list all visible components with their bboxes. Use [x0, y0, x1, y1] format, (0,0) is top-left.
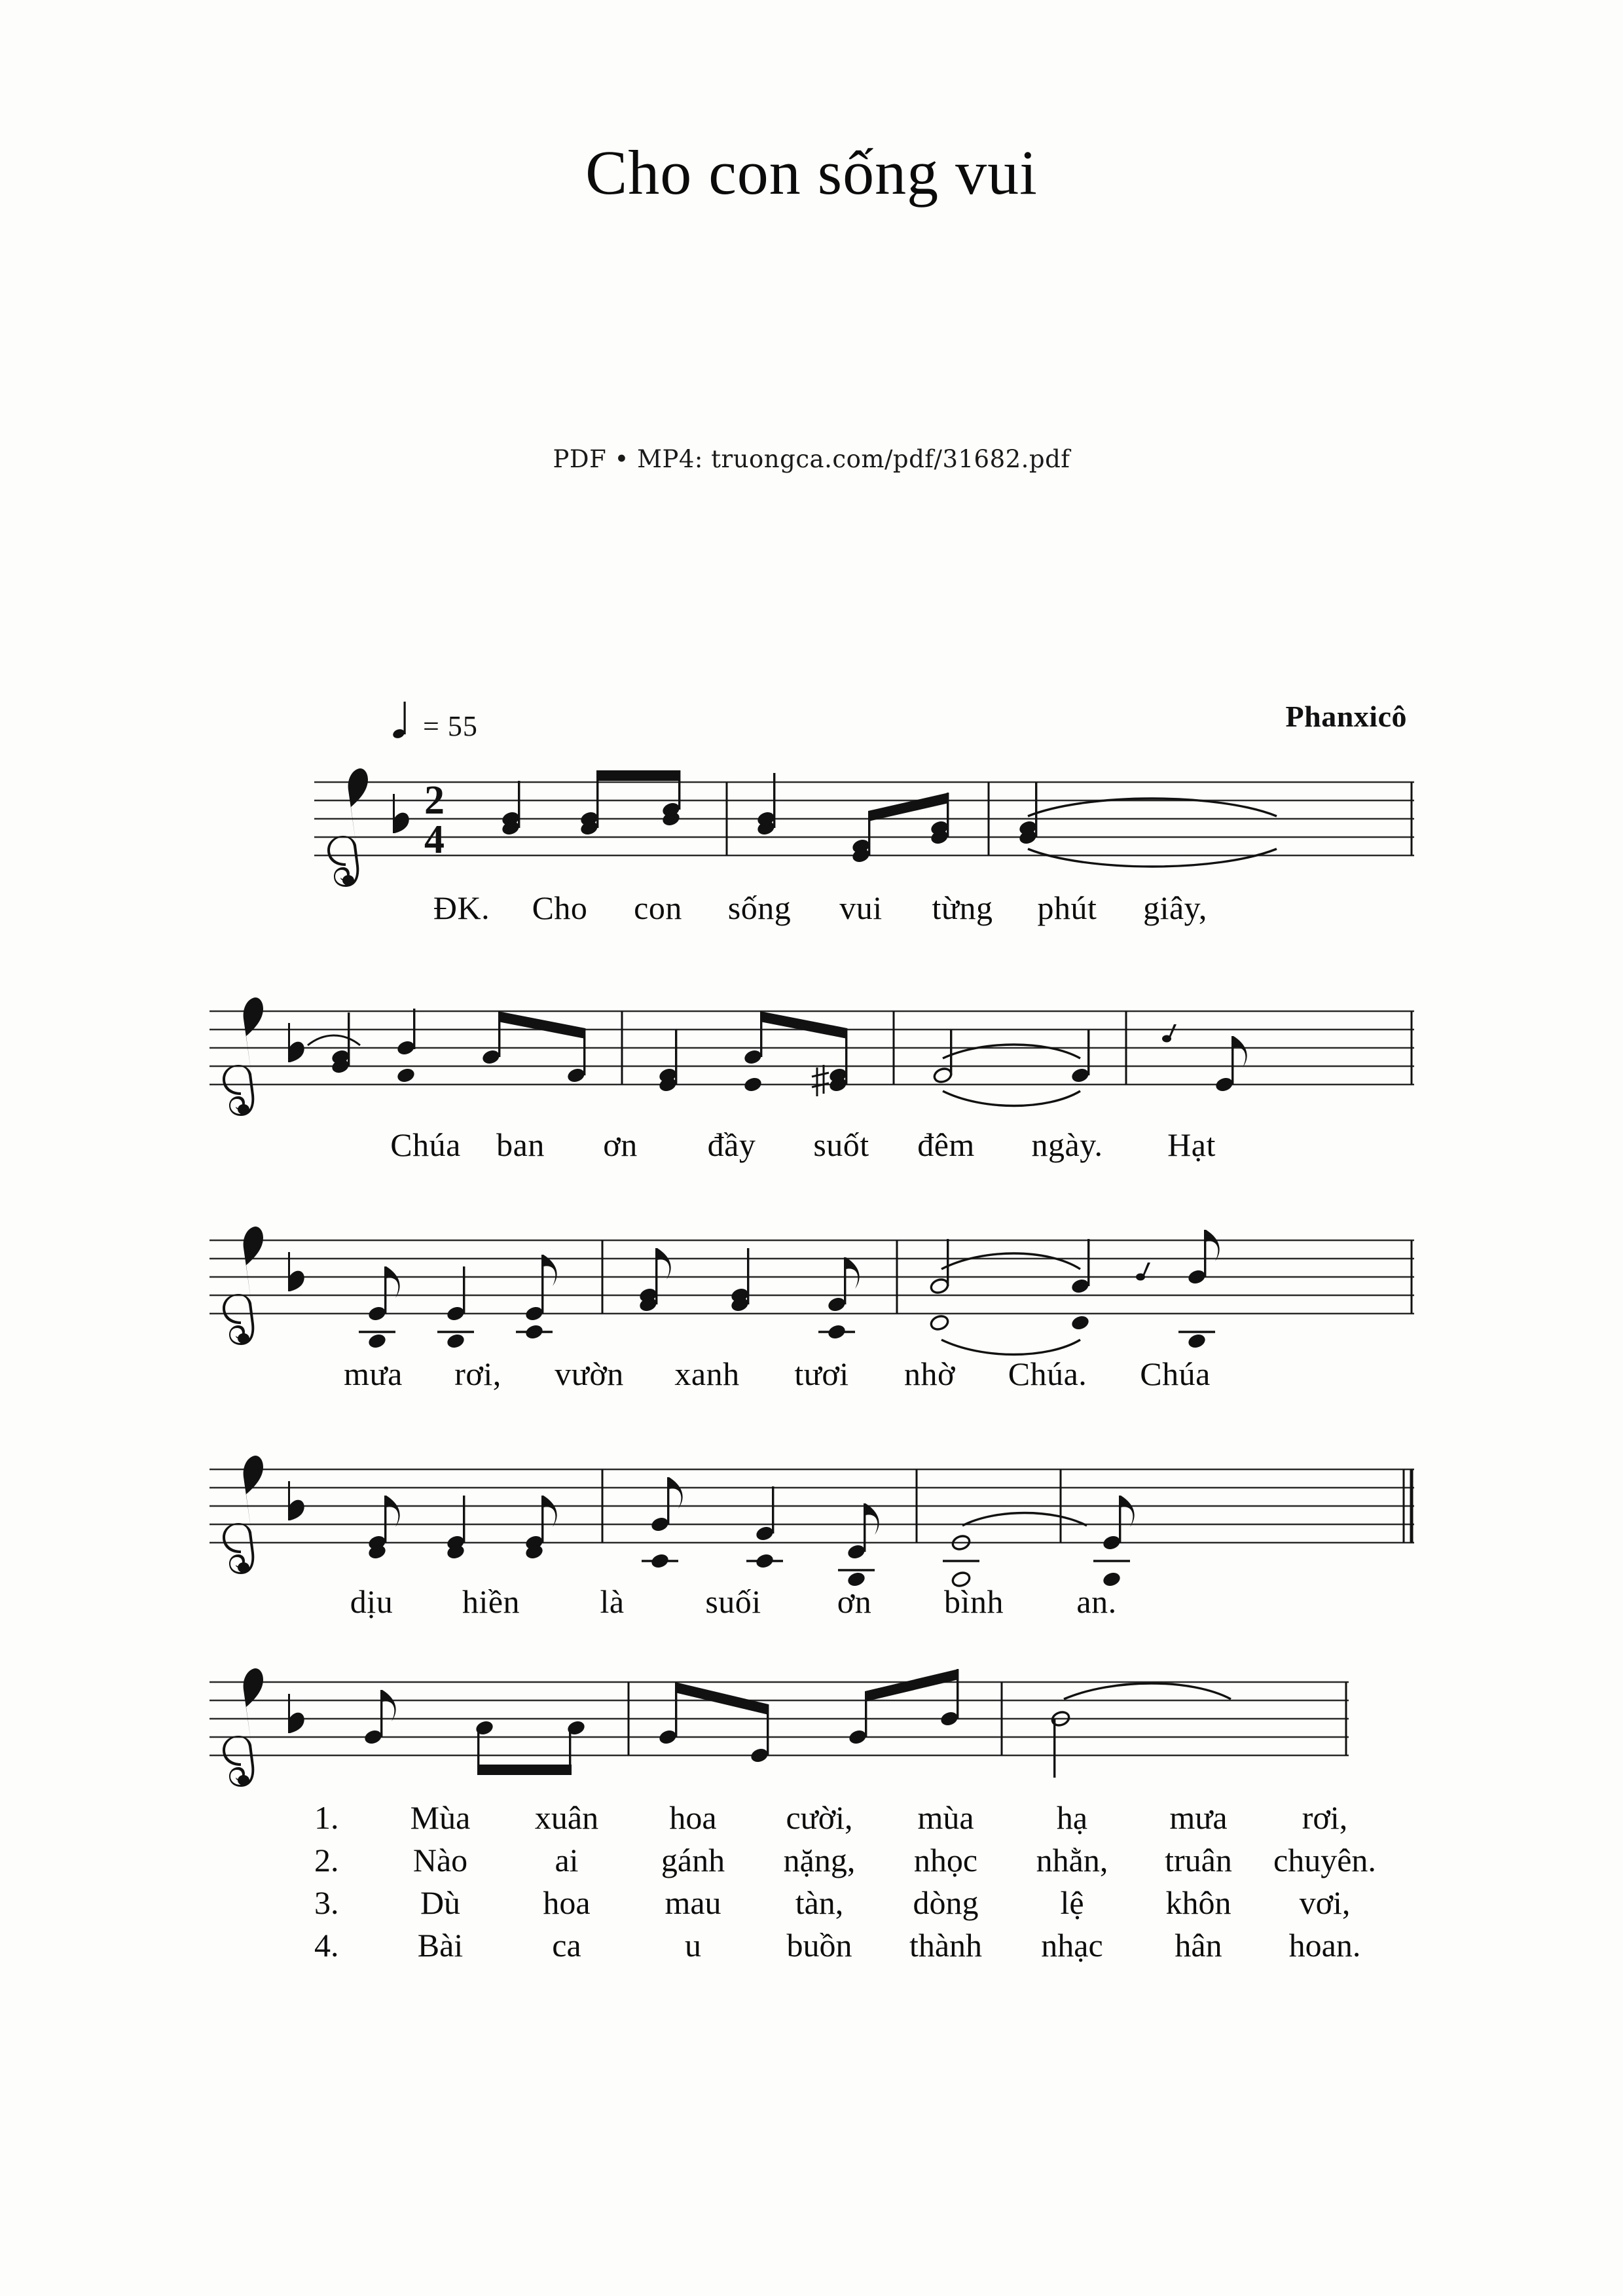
treble-clef-icon [223, 1668, 263, 1787]
page-title: Cho con sống vui [585, 137, 1038, 207]
lyric-syllable: suối [705, 1583, 761, 1620]
staff-system-5 [210, 1656, 1349, 1806]
verse-word: nhọc [913, 1842, 978, 1878]
lyric-syllable: mưa [344, 1355, 403, 1392]
verse-word: ai [555, 1842, 579, 1878]
treble-clef-icon [223, 1227, 263, 1345]
verse-word: ca [552, 1927, 581, 1964]
lyric-line-3 [321, 1355, 1349, 1393]
verse-word: vơi, [1299, 1884, 1351, 1921]
lyric-syllable: đêm [917, 1126, 975, 1163]
lyric-syllable: xanh [674, 1355, 740, 1392]
verse-word: mưa [1169, 1799, 1228, 1836]
verse-word: chuyên. [1273, 1842, 1376, 1878]
verse-word: thành [909, 1927, 983, 1964]
verse-word: nhằn, [1036, 1842, 1108, 1878]
verse-block [314, 1797, 1388, 1967]
lyric-syllable: là [600, 1583, 625, 1620]
treble-clef-icon [223, 997, 263, 1116]
verse-word: khôn [1165, 1884, 1231, 1921]
note-group-system-3 [359, 1230, 1412, 1355]
lyric-syllable: hiền [462, 1583, 520, 1620]
verse-word: hoa [543, 1884, 591, 1921]
verse-word: Dù [420, 1884, 461, 1921]
verse-number: 4. [314, 1927, 339, 1964]
verse-line-4 [314, 1924, 1388, 1967]
verse-word: tàn, [795, 1884, 844, 1921]
tempo-value: = 55 [423, 710, 478, 742]
verse-word: Mùa [410, 1799, 471, 1836]
verse-word: buồn [786, 1927, 852, 1964]
verse-word: u [685, 1927, 701, 1964]
time-signature-denominator: 4 [424, 817, 445, 862]
verse-number: 3. [314, 1884, 339, 1921]
verse-word: rơi, [1302, 1799, 1348, 1836]
verse-line-2 [314, 1839, 1388, 1882]
lyric-line-1 [412, 889, 1316, 927]
lyric-syllable: an. [1076, 1583, 1117, 1620]
verse-word: hạ [1056, 1799, 1088, 1836]
verse-line-1 [314, 1797, 1388, 1839]
note-group-system-5 [363, 1669, 1346, 1778]
staff-system-3 [210, 1214, 1414, 1365]
lyric-syllable: tươi [794, 1355, 849, 1392]
verse-word: mau [665, 1884, 721, 1921]
lyric-syllable: ngày. [1031, 1126, 1103, 1163]
lyric-syllable: con [634, 889, 682, 926]
lyric-syllable: rơi, [454, 1355, 501, 1392]
lyric-syllable: Cho [532, 889, 588, 926]
verse-word: nặng, [783, 1842, 856, 1878]
lyric-syllable: vườn [555, 1355, 624, 1392]
lyric-syllable: suốt [813, 1126, 869, 1163]
verse-word: mùa [917, 1799, 974, 1836]
lyric-syllable: phút [1037, 889, 1097, 926]
verse-word: cười, [786, 1799, 853, 1836]
lyric-syllable: Hạt [1167, 1126, 1216, 1163]
staff-system-2 [210, 985, 1414, 1136]
source-link-line: PDF • MP4: truongca.com/pdf/31682.pdf [553, 445, 1070, 473]
verse-word: xuân [534, 1799, 599, 1836]
lyric-syllable: sống [727, 889, 792, 926]
lyric-syllable: đầy [707, 1126, 756, 1163]
eighth-rest-icon [1162, 1024, 1176, 1043]
treble-clef-icon [327, 768, 368, 887]
lyric-line-2 [376, 1126, 1352, 1164]
lyric-syllable: ơn [603, 1126, 638, 1163]
note-group-system-2 [308, 1009, 1412, 1106]
lyric-syllable: Chúa. [1008, 1355, 1087, 1392]
composer-name: Phanxicô [1285, 700, 1407, 733]
lyric-syllable: ban [496, 1126, 545, 1163]
sharp-accidental-icon [812, 1065, 829, 1096]
lyric-syllable: từng [932, 889, 993, 926]
lyric-syllable: Chúa [390, 1126, 461, 1163]
verse-word: Bài [417, 1927, 464, 1964]
staff-system-4 [210, 1443, 1414, 1594]
lyric-syllable: giây, [1143, 889, 1207, 926]
verse-word: gánh [661, 1842, 725, 1878]
lyric-syllable: ơn [837, 1583, 872, 1620]
verse-word: Nào [412, 1842, 468, 1878]
verse-word: dòng [913, 1884, 979, 1921]
verse-number: 1. [314, 1799, 339, 1836]
lyric-syllable: dịu [350, 1583, 393, 1620]
lyric-line-4 [314, 1583, 1231, 1621]
staff-system-1 [314, 756, 1414, 906]
treble-clef-icon [223, 1456, 263, 1574]
lyric-syllable: Chúa [1140, 1355, 1211, 1392]
eighth-rest-icon [1136, 1263, 1150, 1281]
verse-word: nhạc [1041, 1927, 1103, 1964]
verse-line-3 [314, 1882, 1388, 1924]
lyric-syllable: vui [839, 889, 883, 926]
lyric-syllable: ĐK. [433, 889, 490, 926]
verse-word: hân [1175, 1927, 1222, 1964]
time-signature [424, 778, 445, 862]
verse-number: 2. [314, 1842, 339, 1878]
lyric-syllable: bình [944, 1583, 1004, 1620]
time-signature-numerator: 2 [424, 778, 445, 823]
verse-word: truân [1165, 1842, 1232, 1878]
verse-word: hoa [669, 1799, 717, 1836]
verse-word: lệ [1060, 1884, 1084, 1921]
lyric-syllable: nhờ [904, 1355, 955, 1392]
verse-word: hoan. [1288, 1927, 1361, 1964]
